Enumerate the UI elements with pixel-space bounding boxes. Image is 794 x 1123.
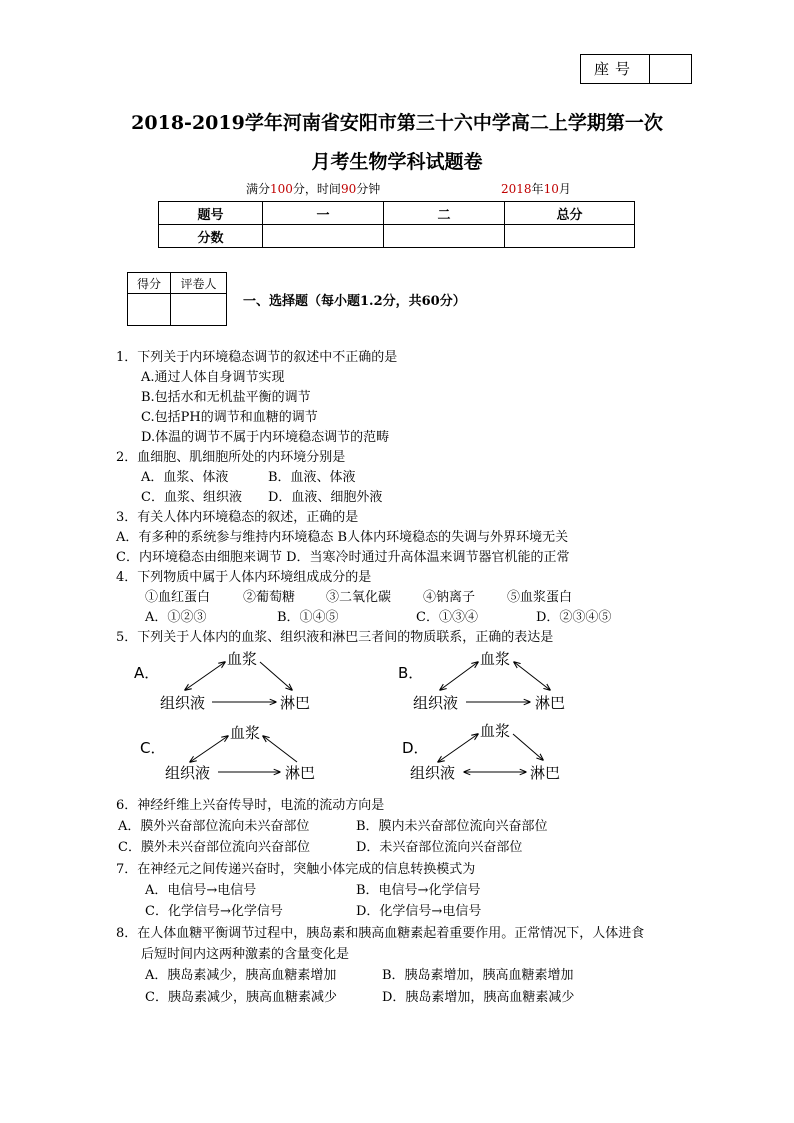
q1-stem: 1．下列关于内环境稳态调节的叙述中不正确的是 <box>116 350 398 365</box>
q7-option-a: A．电信号→电信号 <box>145 883 257 898</box>
q8-option-c: C．胰岛素减少，胰高血糖素减少 <box>145 990 337 1005</box>
q4-stem: 4．下列物质中属于人体内环境组成成分的是 <box>116 570 372 585</box>
q5-d-arrow-plasma-tissue <box>438 734 478 762</box>
q5-diagram-c-letter: C． <box>140 739 166 757</box>
q5-b-arrow-plasma-lymph <box>514 662 550 690</box>
grader-score-cell[interactable] <box>128 294 171 326</box>
grader-name-label: 评卷人 <box>171 273 227 294</box>
q6-option-d: D．未兴奋部位流向兴奋部位 <box>356 840 523 855</box>
q5-diagram-d-letter: D． <box>402 739 429 757</box>
q5-a-arrow-plasma-tissue <box>185 662 225 690</box>
q1-option-a: A.通过人体自身调节实现 <box>141 370 285 385</box>
q1-option-c: C.包括PH的调节和血糖的调节 <box>141 410 318 425</box>
q4-item: ①血红蛋白 <box>145 590 211 605</box>
q1-option-b: B.包括水和无机盐平衡的调节 <box>141 390 311 405</box>
q8-option-d: D．胰岛素增加，胰高血糖素减少 <box>382 990 575 1005</box>
q5-c-arrow-plasma-tissue <box>190 736 228 762</box>
q8-option-a: A．胰岛素减少，胰高血糖素增加 <box>145 968 337 983</box>
score-table-score-row <box>159 225 635 248</box>
q5-diagram-b-plasma: 血浆 <box>480 650 511 668</box>
q7-stem: 7．在神经元之间传递兴奋时，突触小体完成的信息转换模式为 <box>116 862 476 877</box>
q4-option-d: D．②③④⑤ <box>536 610 612 625</box>
time-suffix: 分钟 <box>356 182 381 196</box>
score-table-header-row <box>159 202 635 225</box>
exam-title-line2: 月考生物学科试题卷 <box>311 151 483 173</box>
score-cell-section-1[interactable] <box>263 225 384 248</box>
exam-month-suffix: 月 <box>558 182 571 196</box>
grader-score-label: 得分 <box>128 273 171 294</box>
q4-option-b: B．①④⑤ <box>277 610 339 625</box>
exam-year: 2018 <box>501 182 532 196</box>
q8-stem-line2: 后短时间内这两种激素的含量变化是 <box>141 947 350 962</box>
grader-box <box>127 272 227 326</box>
seat-number-label: 座号 <box>581 55 650 83</box>
q3-options-cd: C．内环境稳态由细胞来调节 D．当寒冷时通过升高体温来调节器官机能的正常 <box>116 550 570 565</box>
q5-diagram-c-tissue-fluid: 组织液 <box>165 764 211 782</box>
exam-title-line1: 2018-2019学年河南省安阳市第三十六中学高二上学期第一次 <box>131 112 663 134</box>
q2-option-b: B．血液、体液 <box>268 470 356 485</box>
q2-option-a: A．血浆、体液 <box>141 470 229 485</box>
q6-option-a: A．膜外兴奋部位流向未兴奋部位 <box>118 819 310 834</box>
score-table <box>158 201 635 248</box>
header-section-1: 一 <box>263 202 384 225</box>
q5-diagram-b-letter: B． <box>398 664 424 682</box>
q5-stem: 5．下列关于人体内的血浆、组织液和淋巴三者间的物质联系，正确的表达是 <box>116 630 554 645</box>
q4-option-a: A．①②③ <box>145 610 207 625</box>
section-title: 一、选择题（每小题1.2分，共60分） <box>243 294 466 309</box>
q2-stem: 2．血细胞、肌细胞所处的内环境分别是 <box>116 450 346 465</box>
q5-diagram-a-tissue-fluid: 组织液 <box>160 694 206 712</box>
grader-name-cell[interactable] <box>171 294 227 326</box>
row-label-score: 分数 <box>159 225 263 248</box>
q5-diagrams <box>130 648 610 788</box>
time-value: 90 <box>340 182 357 196</box>
q5-d-arrow-plasma-lymph <box>513 734 543 760</box>
q3-options-ab: A．有多种的系统参与维持内环境稳态 B人体内环境稳态的失调与外界环境无关 <box>116 530 569 545</box>
q8-option-b: B．胰岛素增加，胰高血糖素增加 <box>382 968 574 983</box>
q5-b-arrow-plasma-tissue <box>440 662 478 690</box>
q2-option-d: D．血液、细胞外液 <box>268 490 383 505</box>
q3-stem: 3．有关人体内环境稳态的叙述，正确的是 <box>116 510 359 525</box>
q8-stem-line1: 8．在人体血糖平衡调节过程中，胰岛素和胰高血糖素起着重要作用。正常情况下，人体进食 <box>116 926 645 941</box>
q5-diagram-c-plasma: 血浆 <box>230 724 261 742</box>
q5-diagram-a-lymph: 淋巴 <box>280 694 311 712</box>
exam-year-suffix: 年 <box>531 182 544 196</box>
q6-stem: 6．神经纤维上兴奋传导时，电流的流动方向是 <box>116 798 385 813</box>
q6-option-b: B．膜内未兴奋部位流向兴奋部位 <box>356 819 548 834</box>
score-suffix: 分，时间 <box>292 182 341 196</box>
q5-diagram-a-letter: A． <box>134 664 160 682</box>
q5-diagram-c-lymph: 淋巴 <box>285 764 316 782</box>
q4-item: ④钠离子 <box>423 590 476 605</box>
q5-diagram-d-plasma: 血浆 <box>480 722 511 740</box>
score-cell-total[interactable] <box>505 225 635 248</box>
q5-diagram-d-tissue-fluid: 组织液 <box>410 764 456 782</box>
q5-diagram-d-lymph: 淋巴 <box>530 764 561 782</box>
q7-option-c: C．化学信号→化学信号 <box>145 904 283 919</box>
row-label-question-number: 题号 <box>159 202 263 225</box>
score-cell-section-2[interactable] <box>384 225 505 248</box>
q7-option-d: D．化学信号→电信号 <box>356 904 482 919</box>
q1-option-d: D.体温的调节不属于内环境稳态调节的范畴 <box>141 430 390 445</box>
q5-diagram-b-tissue-fluid: 组织液 <box>413 694 459 712</box>
seat-number-box <box>580 54 692 84</box>
score-prefix: 满分 <box>246 182 271 196</box>
q2-option-c: C．血浆、组织液 <box>141 490 242 505</box>
header-total: 总分 <box>505 202 635 225</box>
q4-option-c: C．①③④ <box>416 610 478 625</box>
q4-item: ⑤血浆蛋白 <box>507 590 573 605</box>
q5-a-arrow-plasma-lymph <box>260 662 292 690</box>
q4-item: ③二氧化碳 <box>326 590 392 605</box>
header-section-2: 二 <box>384 202 505 225</box>
q4-item: ②葡萄糖 <box>243 590 296 605</box>
score-value: 100 <box>270 182 293 196</box>
exam-month: 10 <box>543 182 559 196</box>
q5-c-arrow-lymph-plasma <box>263 736 297 762</box>
exam-score-time <box>246 180 380 197</box>
q7-option-b: B．电信号→化学信号 <box>356 883 481 898</box>
exam-date <box>501 180 571 197</box>
q6-option-c: C．膜外未兴奋部位流向兴奋部位 <box>118 840 310 855</box>
q5-diagram-a-plasma: 血浆 <box>227 650 258 668</box>
q5-diagram-b-lymph: 淋巴 <box>535 694 566 712</box>
